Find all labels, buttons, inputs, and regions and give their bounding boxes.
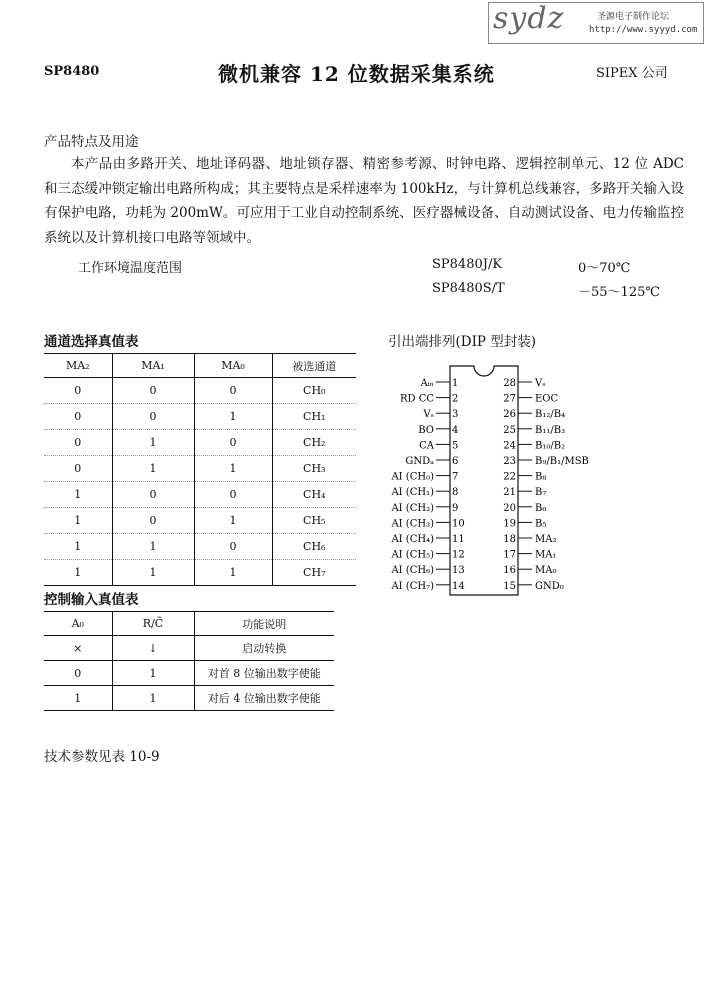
pin-number: 17 xyxy=(503,549,516,561)
temp-range-1: 0～70℃ xyxy=(578,261,631,276)
pin-label: AI (CH₇) xyxy=(391,580,434,592)
table-cell: 0 xyxy=(194,378,272,404)
pin-number: 7 xyxy=(452,471,459,483)
temp-range-label: 工作环境温度范围 xyxy=(78,261,183,276)
table-row xyxy=(44,404,356,430)
dip-pinout-diagram xyxy=(370,360,630,600)
pin-label: AI (CH₃) xyxy=(391,518,434,530)
pin-number: 3 xyxy=(452,409,459,421)
channel-table-header: MA₁ xyxy=(112,354,194,378)
table-cell: ↓ xyxy=(112,636,194,661)
watermark-url: http://www.syyyd.com xyxy=(589,25,698,35)
control-table-header: 功能说明 xyxy=(194,612,334,636)
pin-label: MA₂ xyxy=(535,534,557,545)
pin-number: 13 xyxy=(452,565,465,577)
temp-range-2: －55～125℃ xyxy=(578,285,660,300)
table-cell: 0 xyxy=(112,508,194,534)
pin-label: B₉/B₁/MSB xyxy=(535,456,589,467)
pin-label: AI (CH₄) xyxy=(391,534,434,545)
table-cell: 1 xyxy=(112,686,194,711)
table-cell: 0 xyxy=(44,378,112,404)
pin-number: 15 xyxy=(503,580,516,592)
pin-label: B₆ xyxy=(535,502,547,514)
pin-label: Vₛ xyxy=(423,409,434,421)
pin-number: 4 xyxy=(452,424,459,436)
table-cell: 0 xyxy=(44,430,112,456)
pin-number: 2 xyxy=(452,393,459,405)
table-cell: 1 xyxy=(194,456,272,482)
pin-number: 18 xyxy=(503,534,516,545)
watermark-logo-text: sydz xyxy=(493,1,565,36)
temp-model-2: SP8480S/T xyxy=(432,281,505,296)
table-row xyxy=(44,636,334,661)
pin-number: 21 xyxy=(503,487,516,499)
pin-number: 5 xyxy=(452,440,459,452)
table-cell: 1 xyxy=(112,430,194,456)
pin-number: 9 xyxy=(452,502,459,514)
table-cell: 0 xyxy=(194,482,272,508)
table-cell: 1 xyxy=(194,508,272,534)
table-cell: 1 xyxy=(44,508,112,534)
pin-label: B₅ xyxy=(535,518,547,530)
pin-number: 12 xyxy=(452,549,465,561)
table-cell: 0 xyxy=(194,430,272,456)
table-cell: CH₀ xyxy=(272,378,356,404)
table-cell: 1 xyxy=(44,534,112,560)
pin-label: BO xyxy=(418,424,434,436)
table-cell: 1 xyxy=(112,456,194,482)
table-cell: 对后 4 位输出数字使能 xyxy=(194,686,334,711)
table-cell: 1 xyxy=(194,404,272,430)
pin-label: AI (CH₁) xyxy=(391,487,434,499)
pin-label: B₇ xyxy=(535,487,547,499)
pin-label: CA xyxy=(419,440,434,452)
page-title: 微机兼容 12 位数据采集系统 xyxy=(218,62,495,86)
table-cell: 0 xyxy=(44,404,112,430)
control-truth-table xyxy=(44,611,334,711)
pin-number: 11 xyxy=(452,534,465,545)
table-row xyxy=(44,686,334,711)
pin-label: GNDₐ xyxy=(405,456,434,467)
table-cell: 对首 8 位输出数字使能 xyxy=(194,661,334,686)
table-cell: CH₃ xyxy=(272,456,356,482)
channel-table-title: 通道选择真值表 xyxy=(44,334,139,350)
table-row xyxy=(44,430,356,456)
pinout-title: 引出端排列(DIP 型封装) xyxy=(388,334,537,350)
pin-label: B₁₂/B₄ xyxy=(535,409,566,421)
table-row xyxy=(44,534,356,560)
table-cell: 0 xyxy=(44,661,112,686)
table-row xyxy=(44,508,356,534)
channel-table-header: 被选通道 xyxy=(272,354,356,378)
tech-params-note: 技术参数见表 10-9 xyxy=(44,749,160,765)
table-cell: 1 xyxy=(112,534,194,560)
table-cell: 启动转换 xyxy=(194,636,334,661)
pin-label: AI (CH₅) xyxy=(391,549,434,561)
part-code: SP8480 xyxy=(44,64,100,79)
pin-label: EOC xyxy=(535,393,559,405)
pin-label: MA₁ xyxy=(535,549,557,561)
pin-label: B₈ xyxy=(535,471,547,483)
watermark-logo xyxy=(488,2,704,44)
pin-number: 1 xyxy=(452,378,459,389)
company-name: SIPEX 公司 xyxy=(596,66,668,81)
table-cell: 1 xyxy=(44,482,112,508)
table-cell: 0 xyxy=(112,482,194,508)
table-cell: 0 xyxy=(194,534,272,560)
table-row xyxy=(44,378,356,404)
table-row xyxy=(44,482,356,508)
table-cell: 0 xyxy=(112,378,194,404)
table-row xyxy=(44,456,356,482)
pin-label: B₁₁/B₃ xyxy=(535,424,566,436)
table-row xyxy=(44,661,334,686)
control-table-header: R/C̄ xyxy=(112,612,194,636)
pin-number: 23 xyxy=(503,456,516,467)
pin-label: RD CC xyxy=(399,393,434,405)
table-row xyxy=(44,560,356,586)
table-cell: 1 xyxy=(44,560,112,586)
pin-number: 16 xyxy=(503,565,516,577)
pin-number: 8 xyxy=(452,487,459,499)
table-cell: CH₅ xyxy=(272,508,356,534)
pin-label: GND₀ xyxy=(535,580,564,592)
table-cell: 1 xyxy=(112,560,194,586)
table-cell: CH₄ xyxy=(272,482,356,508)
pin-label: B₁₀/B₂ xyxy=(535,440,566,452)
table-cell: 0 xyxy=(112,404,194,430)
features-paragraph: 本产品由多路开关、地址译码器、地址锁存器、精密参考源、时钟电路、逻辑控制单元、12 位 ADC 和三态缓冲锁定输出电路所构成；其主要特点是采样速率为 100kHz，与计算机总线兼容，多路开关输入设有保护电路，功耗为 200mW。可应用于工业自动控制系统、医疗器械设备、自动测试设备、电力传输监控系统以及计算机接口电路等领域中。 xyxy=(44,156,684,246)
pin-number: 14 xyxy=(452,580,465,592)
table-cell: CH₁ xyxy=(272,404,356,430)
pin-label: Aᵢₙ xyxy=(420,378,434,389)
pin-label: AI (CH₀) xyxy=(391,471,434,483)
table-cell: × xyxy=(44,636,112,661)
pin-number: 24 xyxy=(503,440,516,452)
pin-label: AI (CH₆) xyxy=(391,565,434,577)
control-table-header: A₀ xyxy=(44,612,112,636)
pin-label: Vₛ xyxy=(535,378,546,389)
pin-number: 26 xyxy=(503,409,516,421)
features-heading: 产品特点及用途 xyxy=(44,134,139,150)
table-cell: 1 xyxy=(194,560,272,586)
pin-number: 19 xyxy=(503,518,516,530)
watermark-site-name: 圣源电子制作论坛 xyxy=(597,12,670,22)
pin-label: MA₀ xyxy=(535,565,557,577)
channel-table-header: MA₂ xyxy=(44,354,112,378)
channel-table-header: MA₀ xyxy=(194,354,272,378)
table-cell: 1 xyxy=(112,661,194,686)
table-cell: 0 xyxy=(44,456,112,482)
pin-number: 28 xyxy=(503,378,516,389)
pin-number: 6 xyxy=(452,456,459,467)
pin-number: 22 xyxy=(503,471,516,483)
pin-number: 25 xyxy=(503,424,516,436)
table-cell: CH₂ xyxy=(272,430,356,456)
pin-label: AI (CH₂) xyxy=(391,502,434,514)
pin-number: 20 xyxy=(503,502,516,514)
channel-truth-table xyxy=(44,353,356,586)
control-table-title: 控制输入真值表 xyxy=(44,592,139,608)
temp-model-1: SP8480J/K xyxy=(432,257,503,272)
table-cell: 1 xyxy=(44,686,112,711)
table-cell: CH₇ xyxy=(272,560,356,586)
pin-number: 27 xyxy=(503,393,516,405)
table-cell: CH₆ xyxy=(272,534,356,560)
pin-number: 10 xyxy=(452,518,465,530)
